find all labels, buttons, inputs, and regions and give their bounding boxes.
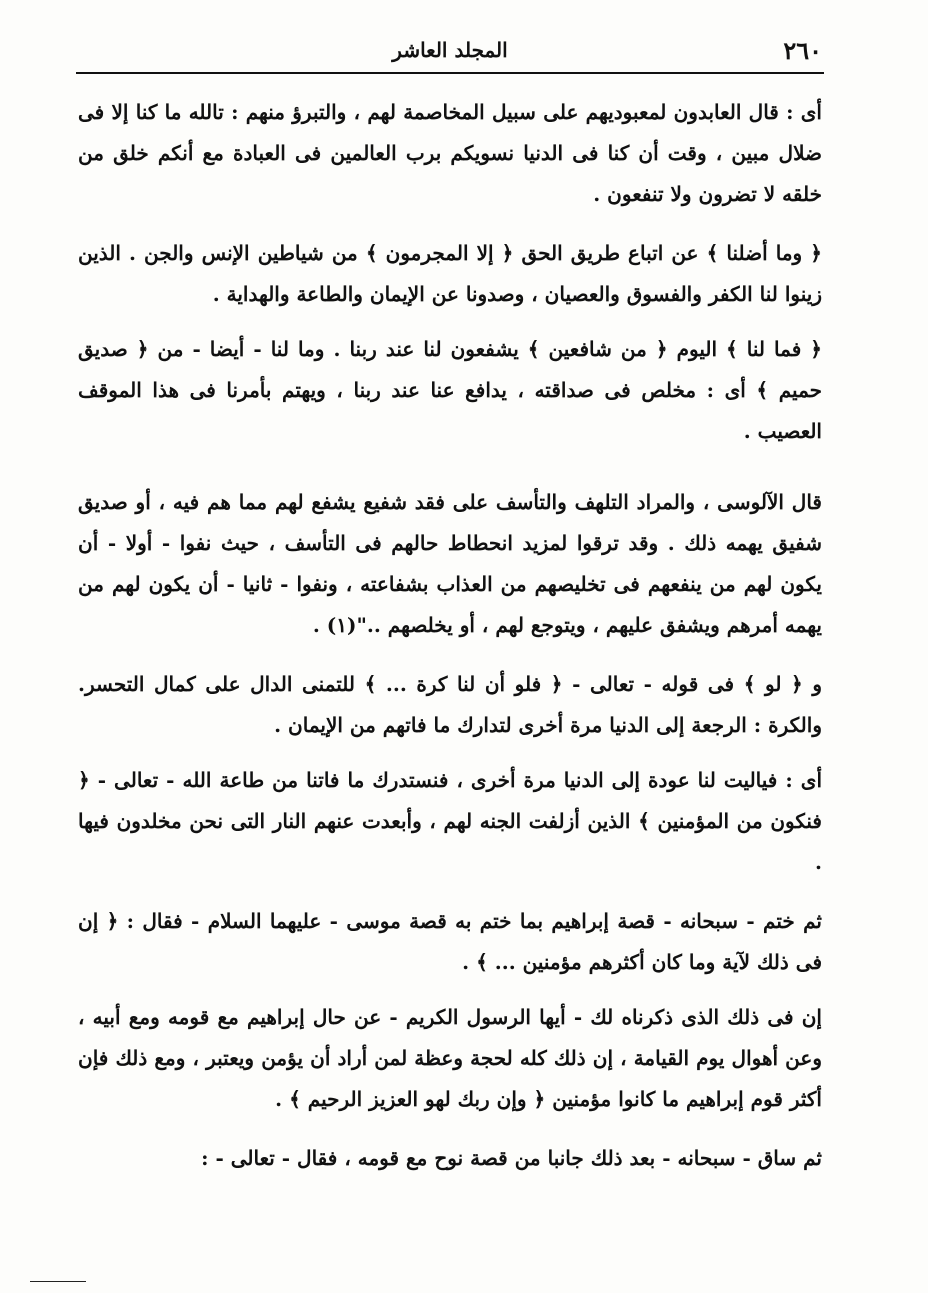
paragraph: ﴿ وما أضلنا ﴾ عن اتباع طريق الحق ﴿ إلا المجرمون ﴾ من شياطين الإنس والجن . الذين زينوا لنا الكفر والفسوق والعصيان ، وصدونا عن الإيمان والطاعة والهداية . (78, 241, 822, 306)
quotation-paragraph: قال الآلوسى ، والمراد التلهف والتأسف على فقد شفيع يشفع لهم مما هم فيه ، أو صديق شفيق يهمه ذلك . وقد ترقوا لمزيد انحطاط حالهم فى التأسف ، حيث نفوا - أولا - أن يكون لهم من ينفعهم فى تخليصهم من العذاب بشفاعته ، ونفوا - ثانيا - أن يكون لهم من يهمه أمرهم ويشفق عليهم ، ويتوجع لهم ، أو يخلصهم .."(١) . (78, 490, 822, 637)
page-number: ٢٦٠ (783, 36, 822, 65)
paragraph: أى : فياليت لنا عودة إلى الدنيا مرة أخرى ، فنستدرك ما فاتنا من طاعة الله - تعالى - ﴿ فنكون من المؤمنين ﴾ الذين أزلفت الجنه لهم ، وأبعدت عنهم النار التى نحن مخلدون فيها . (78, 768, 822, 874)
paragraph: ثم ختم - سبحانه - قصة إبراهيم بما ختم به قصة موسى - عليهما السلام - فقال : ﴿ إن فى ذلك لآية وما كان أكثرهم مؤمنين ... ﴾ . (78, 909, 822, 974)
paragraph: ثم ساق - سبحانه - بعد ذلك جانبا من قصة نوح مع قومه ، فقال - تعالى - : (201, 1146, 822, 1170)
header-rule (76, 72, 824, 74)
paragraph: إن فى ذلك الذى ذكرناه لك - أيها الرسول الكريم - عن حال إبراهيم مع قومه ومع أبيه ، وعن أهوال يوم القيامة ، إن ذلك كله لحجة وعظة لمن أراد أن يؤمن ويعتبر ، ومع ذلك فإن أكثر قوم إبراهيم ما كانوا مؤمنين ﴿ وإن ربك لهو العزيز الرحيم ﴾ . (78, 1005, 822, 1111)
running-title: المجلد العاشر (392, 38, 508, 62)
paragraph: أى : قال العابدون لمعبوديهم على سبيل المخاصمة لهم ، والتبرؤ منهم : تالله ما كنا إلا فى ضلال مبين ، وقت أن كنا فى الدنيا نسويكم برب العالمين فى العبادة مع أنكم خلق من خلقه لا تضرون ولا تنفعون . (78, 100, 822, 206)
body-text (78, 92, 822, 1179)
paragraph: ﴿ فما لنا ﴾ اليوم ﴿ من شافعين ﴾ يشفعون لنا عند ربنا . وما لنا - أيضا - من ﴿ صديق حميم ﴾ أى : مخلص فى صداقته ، يدافع عنا عند ربنا ، ويهتم بأمرنا فى هذا الموقف العصيب . (78, 337, 823, 443)
paragraph: و ﴿ لو ﴾ فى قوله - تعالى - ﴿ فلو أن لنا كرة ... ﴾ للتمنى الدال على كمال التحسر. والكرة : الرجعة إلى الدنيا مرة أخرى لتدارك ما فاتهم من الإيمان . (78, 672, 822, 737)
page-header (78, 36, 822, 70)
footnote-rule (30, 1281, 86, 1282)
